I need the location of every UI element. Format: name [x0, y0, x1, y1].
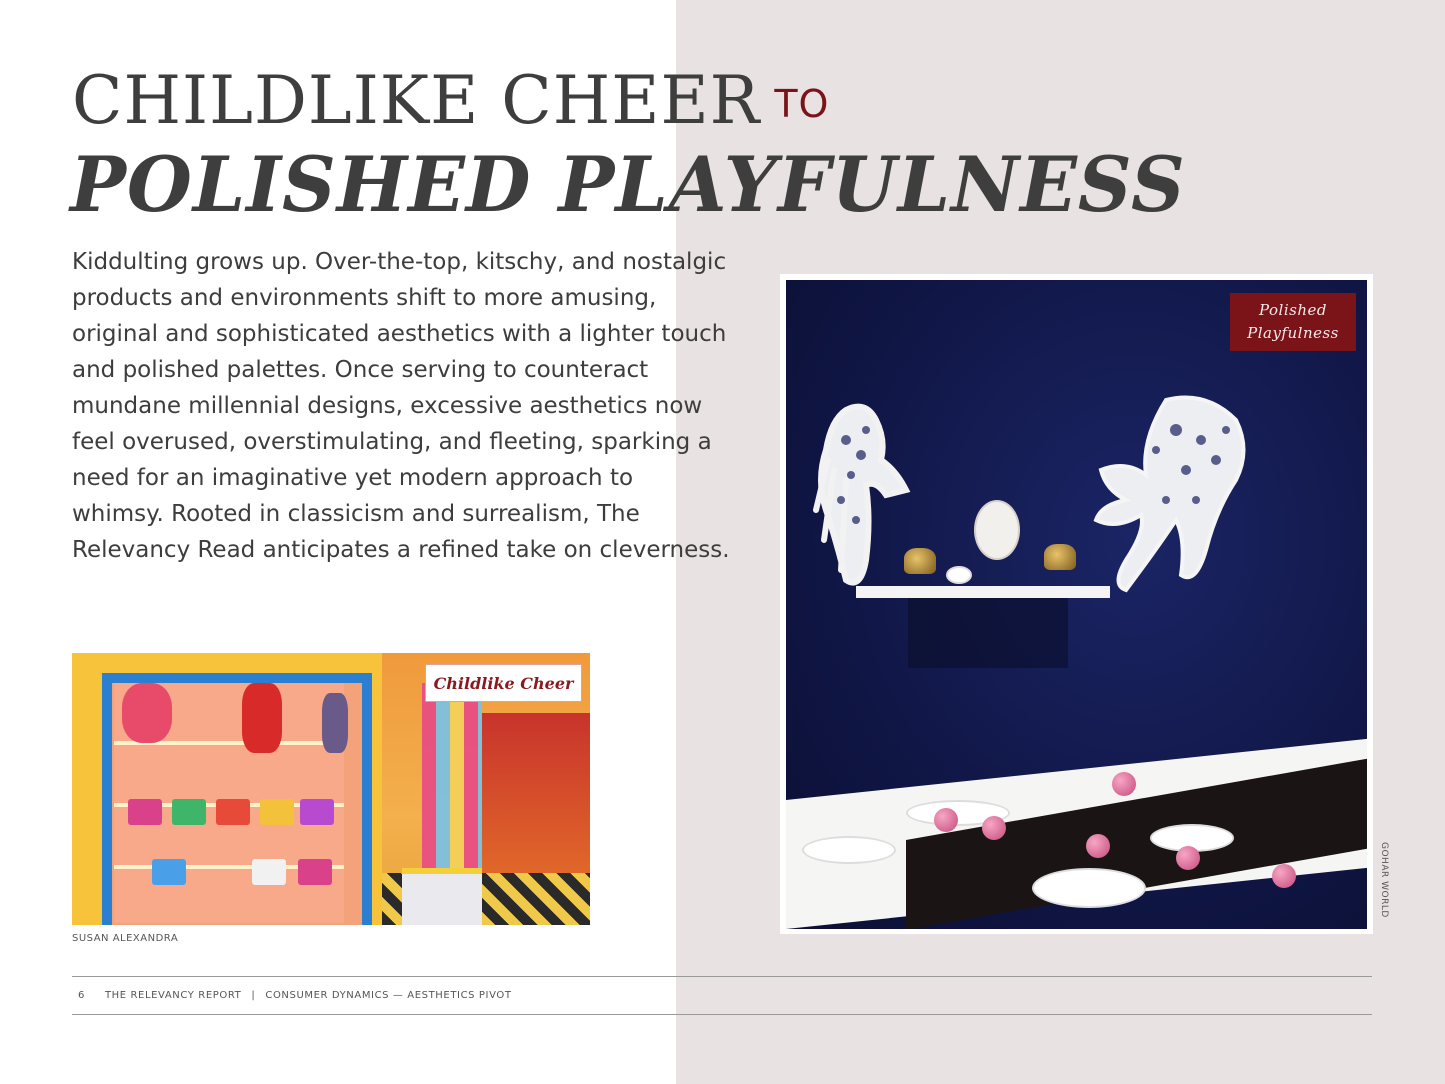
- decorative-plate: [974, 500, 1020, 560]
- beaded-bag: [252, 859, 286, 885]
- title-connector: TO: [774, 82, 830, 126]
- beaded-bag: [216, 799, 250, 825]
- page-footer: 6 THE RELEVANCY REPORT | CONSUMER DYNAMICS — AESTHETICS PIVOT: [78, 990, 512, 1001]
- tag-polished-line1: Polished: [1259, 301, 1327, 319]
- left-lace-hand-icon: [806, 400, 916, 600]
- footer-divider-top: [72, 976, 1372, 977]
- pink-peach: [1112, 772, 1136, 796]
- gold-ornament: [1044, 544, 1076, 570]
- beaded-bag: [128, 799, 162, 825]
- beaded-hanging: [242, 683, 282, 753]
- beaded-bag: [260, 799, 294, 825]
- dinner-plate: [802, 836, 896, 864]
- beaded-bag: [172, 799, 206, 825]
- photo-credit-right: GOHAR WORLD: [1379, 842, 1389, 918]
- right-lace-hand-icon: [1086, 390, 1256, 600]
- pink-peach: [934, 808, 958, 832]
- beaded-bag: [152, 859, 186, 885]
- shelf-shadow: [908, 598, 1068, 668]
- polished-playfulness-tag: [1230, 293, 1356, 351]
- beaded-bag: [298, 859, 332, 885]
- pink-peach: [982, 816, 1006, 840]
- beaded-hanging: [322, 693, 348, 753]
- body-paragraph: Kiddulting grows up. Over-the-top, kitschy, and nostalgic products and environments shift to more amusing, original and sophisticated aesthetics with a lighter touch and polished palettes. Once serving to counteract mundane millennial designs, excessive aesthetics now feel overused, overstimulating, and fleeting, sparking a need for an imaginative yet modern approach to whimsy. Rooted in classicism and surrealism, The Relevancy Read anticipates a refined take on cleverness.: [72, 249, 730, 563]
- footer-divider-bottom: [72, 1014, 1372, 1015]
- photo-credit-left: SUSAN ALEXANDRA: [72, 933, 179, 944]
- beaded-hanging: [122, 683, 172, 743]
- dinner-plate: [1032, 868, 1146, 908]
- publication-name: THE RELEVANCY REPORT: [104, 990, 242, 1001]
- wall-shelf: [856, 586, 1110, 598]
- glass-block-column: [422, 683, 482, 883]
- pink-peach: [1086, 834, 1110, 858]
- childlike-cheer-tag: Childlike Cheer: [425, 664, 582, 702]
- gold-ornament: [904, 548, 936, 574]
- pink-peach: [1272, 864, 1296, 888]
- page-title-line1: [72, 62, 829, 139]
- page-number: 6: [78, 990, 85, 1001]
- title-childlike-cheer: CHILDLIKE CHEER: [72, 62, 761, 139]
- pink-peach: [1176, 846, 1200, 870]
- page-title-line2: POLISHED PLAYFULNESS: [70, 140, 1186, 229]
- display-counter: [402, 868, 482, 925]
- beaded-bag: [300, 799, 334, 825]
- polished-playfulness-photo: [786, 280, 1367, 929]
- tag-polished-line2: Playfulness: [1247, 324, 1339, 342]
- teacup: [946, 566, 972, 584]
- section-name: CONSUMER DYNAMICS — AESTHETICS PIVOT: [265, 990, 512, 1001]
